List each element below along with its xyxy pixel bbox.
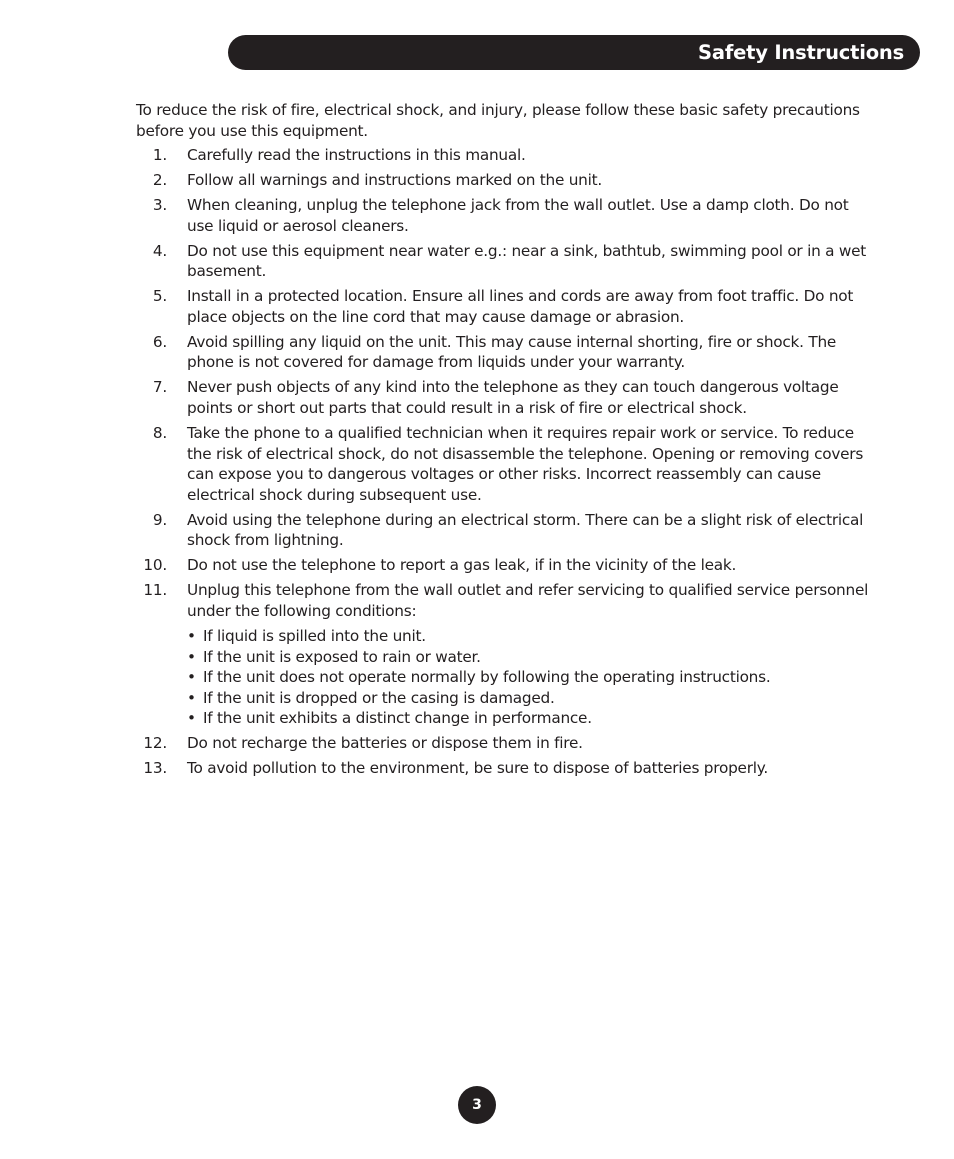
item-number: 8. [152, 424, 167, 443]
intro-paragraph: To reduce the risk of fire, electrical shock, and injury, please follow these basic safety precautions before you use this equipment. [136, 101, 860, 140]
list-item [136, 195, 876, 236]
item-text: Unplug this telephone from the wall outlet and refer servicing to qualified service personnel under the following conditions: [187, 581, 869, 620]
page-number: 3 [472, 1097, 482, 1113]
bullet-glyph: • [187, 626, 196, 645]
item-number: 9. [152, 510, 167, 529]
item-number: 10. [143, 556, 167, 575]
list-item [136, 145, 876, 166]
item-text: Do not use this equipment near water e.g.: near a sink, bathtub, swimming pool or in a wet basement. [187, 241, 867, 281]
item-number: 13. [143, 759, 167, 778]
list-item [136, 758, 876, 779]
safety-instructions-content [136, 100, 876, 783]
list-item [136, 286, 876, 327]
item-text: Avoid using the telephone during an electrical storm. There can be a slight risk of electrical shock from lightning. [187, 510, 864, 550]
item-number: 7. [152, 378, 167, 397]
conditions-bullet-list [187, 626, 876, 729]
list-item [136, 580, 876, 621]
list-item [136, 241, 876, 282]
bullet-text: If the unit is exposed to rain or water. [203, 647, 481, 666]
list-item [136, 377, 876, 418]
bullet-text: If liquid is spilled into the unit. [203, 626, 426, 645]
item-text: When cleaning, unplug the telephone jack from the wall outlet. Use a damp cloth. Do not use liquid or aerosol cleaners. [187, 196, 849, 235]
bullet-item [187, 667, 876, 688]
bullet-text: If the unit exhibits a distinct change in performance. [203, 709, 592, 728]
list-item [136, 555, 876, 576]
item-number: 12. [143, 734, 167, 753]
bullet-item [187, 647, 876, 668]
item-text: Do not recharge the batteries or dispose them in fire. [187, 734, 583, 753]
item-text: Take the phone to a qualified technician when it requires repair work or service. To reduce the risk of electrical shock, do not disassemble the telephone. Opening or removing covers can expose you to dangerous voltages or other risks. Incorrect reassembly can cause electrical shock during subsequent use. [187, 424, 864, 504]
item-number: 3. [152, 196, 167, 215]
item-text: Never push objects of any kind into the telephone as they can touch dangerous voltage points or short out parts that could result in a risk of fire or electrical shock. [187, 378, 839, 418]
item-text: To avoid pollution to the environment, be sure to dispose of batteries properly. [187, 759, 768, 778]
item-number: 1. [152, 146, 167, 165]
list-item [136, 170, 876, 191]
bullet-text: If the unit does not operate normally by following the operating instructions. [203, 668, 771, 687]
list-item [136, 332, 876, 373]
bullet-glyph: • [187, 647, 196, 666]
bullet-item [187, 688, 876, 709]
list-item [136, 733, 876, 754]
list-item [136, 423, 876, 505]
item-text: Do not use the telephone to report a gas leak, if in the vicinity of the leak. [187, 556, 737, 575]
section-header-bar [228, 35, 920, 70]
page-number-badge [458, 1086, 496, 1124]
item-text: Follow all warnings and instructions marked on the unit. [187, 171, 602, 190]
item-number: 2. [152, 171, 167, 190]
item-text: Carefully read the instructions in this manual. [187, 146, 526, 165]
bullet-glyph: • [187, 688, 196, 707]
section-title: Safety Instructions [698, 41, 904, 64]
bullet-text: If the unit is dropped or the casing is damaged. [203, 688, 555, 707]
bullet-glyph: • [187, 709, 196, 728]
item-number: 11. [143, 581, 167, 600]
item-text: Avoid spilling any liquid on the unit. This may cause internal shorting, fire or shock. The phone is not covered for damage from liquids under your warranty. [187, 332, 837, 372]
bullet-item [187, 708, 876, 729]
item-number: 5. [152, 287, 167, 306]
bullet-item [187, 626, 876, 647]
item-number: 6. [152, 332, 167, 351]
list-item [136, 510, 876, 551]
item-text: Install in a protected location. Ensure all lines and cords are away from foot traffic. Do not place objects on the line cord that may cause damage or abrasion. [187, 287, 854, 326]
bullet-glyph: • [187, 668, 196, 687]
item-number: 4. [152, 241, 167, 260]
